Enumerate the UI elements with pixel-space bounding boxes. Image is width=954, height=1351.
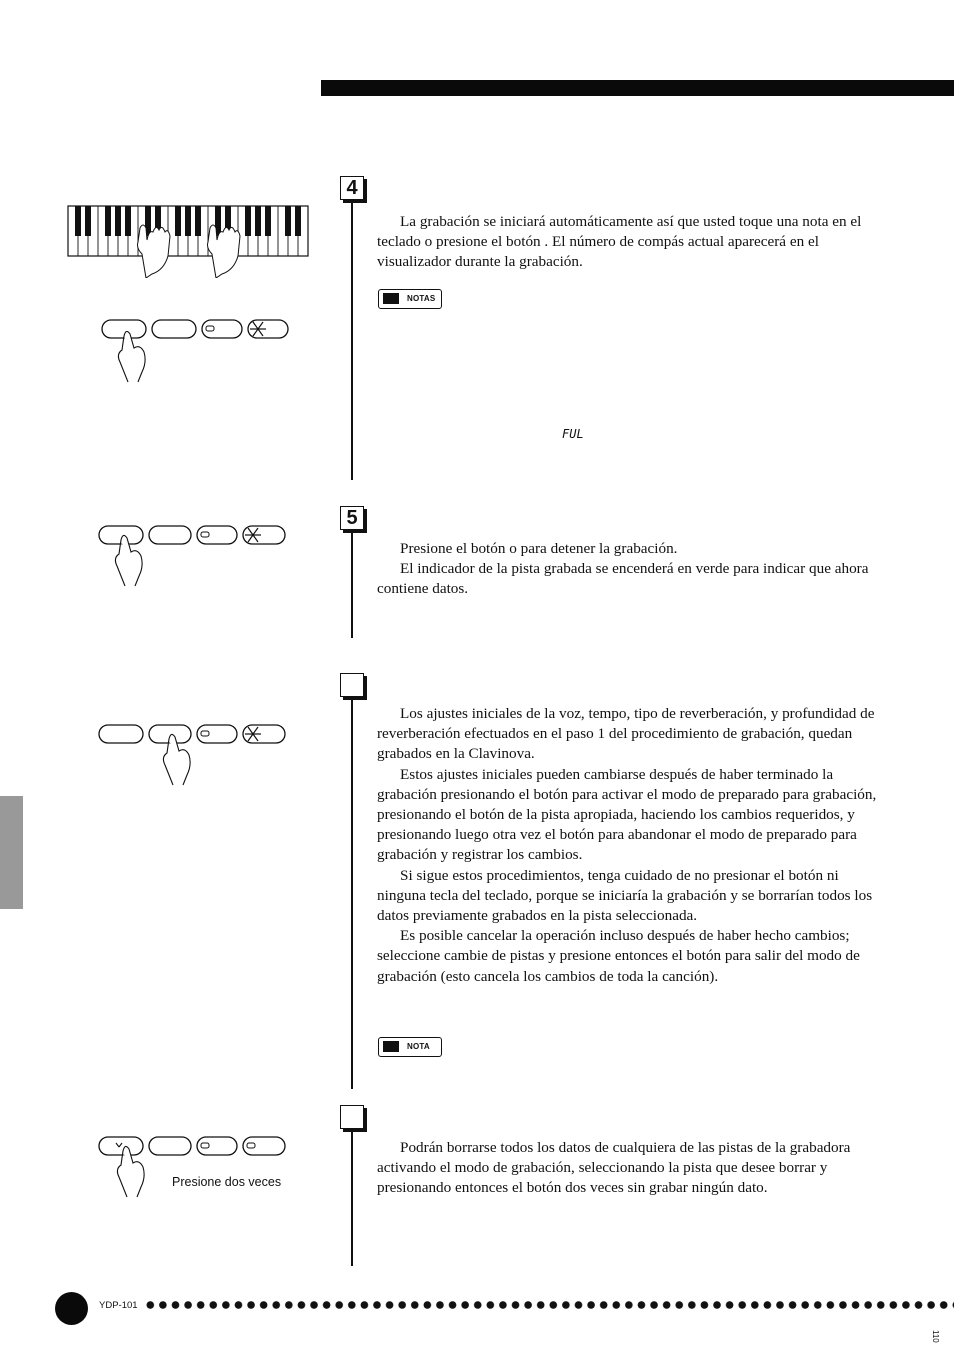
section3-paragraph-4: Es posible cancelar la operación incluso después de haber hecho cambios; seleccione cambie de pistas y presione entonces el botón para salir del modo de grabación (esto cancela los cambios de toda la canción). bbox=[377, 927, 860, 985]
notas-badge bbox=[378, 289, 442, 309]
section4-rule bbox=[351, 1125, 353, 1266]
model-number: YDP-101 bbox=[99, 1300, 138, 1311]
step5-rule bbox=[351, 530, 353, 638]
step5-paragraph-2: El indicador de la pista grabada se encenderá en verde para indicar que ahora contiene datos. bbox=[377, 560, 869, 598]
notas-label: NOTAS bbox=[407, 294, 436, 303]
section3-rule bbox=[351, 697, 353, 1089]
step4-paragraph: La grabación se iniciará automáticamente así que usted toque una nota en el teclado o presione el botón . El número de compás actual aparecerá en el visualizador durante la grabación. bbox=[377, 213, 862, 271]
step5-text bbox=[377, 539, 889, 600]
buttons-illustration-d bbox=[95, 1133, 291, 1201]
keyboard-illustration bbox=[62, 200, 314, 278]
step-5-number: 5 bbox=[340, 506, 364, 530]
section3-text bbox=[377, 704, 889, 987]
page-number: 110 bbox=[931, 1330, 940, 1343]
section-tab bbox=[0, 796, 23, 909]
section3-paragraph-3: Si sigue estos procedimientos, tenga cuidado de no presionar el botón ni ninguna tecla del teclado, porque se iniciaría la grabación y se borrarían todos los datos previamente grabados en la pista seleccionada. bbox=[377, 866, 873, 925]
section-4-box bbox=[340, 1105, 364, 1129]
nota-badge bbox=[378, 1037, 442, 1057]
display-readout: FUL bbox=[562, 427, 584, 441]
press-twice-caption: Presione dos veces bbox=[172, 1175, 282, 1189]
buttons-illustration-b bbox=[95, 522, 291, 590]
note-icon bbox=[383, 1041, 399, 1052]
step5-paragraph-1: Presione el botón o para detener la grabación. bbox=[400, 540, 678, 557]
section4-text bbox=[377, 1138, 889, 1199]
section3-paragraph-2: Estos ajustes iniciales pueden cambiarse después de haber terminado la grabación presionando el botón para activar el modo de preparado para grabación, presionando el botón de la pista apropiada, haciendo los cambios requeridos, y presionando luego otra vez el botón para abandonar el modo de preparado para grabación y registrar los cambios. bbox=[377, 765, 877, 864]
footer-bullet bbox=[55, 1292, 88, 1325]
footer-dotted-rule bbox=[144, 1298, 954, 1312]
step4-text bbox=[377, 212, 889, 273]
section3-paragraph-1: Los ajustes iniciales de la voz, tempo, tipo de reverberación, y profundidad de reverberación efectuados en el paso 1 del procedimiento de grabación, quedan grabados en la Clavinova. bbox=[377, 705, 875, 763]
section4-paragraph-1: Podrán borrarse todos los datos de cualquiera de las pistas de la grabadora activando el modo de grabación, seleccionando la pista que desee borrar y presionando entonces el botón dos veces sin grabar ningún dato. bbox=[377, 1139, 851, 1197]
buttons-illustration-a bbox=[98, 316, 294, 384]
section-3-box bbox=[340, 673, 364, 697]
step-4-number: 4 bbox=[340, 176, 364, 200]
note-icon bbox=[383, 293, 399, 304]
header-bar bbox=[321, 80, 954, 96]
nota-label: NOTA bbox=[407, 1042, 430, 1051]
buttons-illustration-c bbox=[95, 721, 291, 789]
step4-rule bbox=[351, 200, 353, 480]
